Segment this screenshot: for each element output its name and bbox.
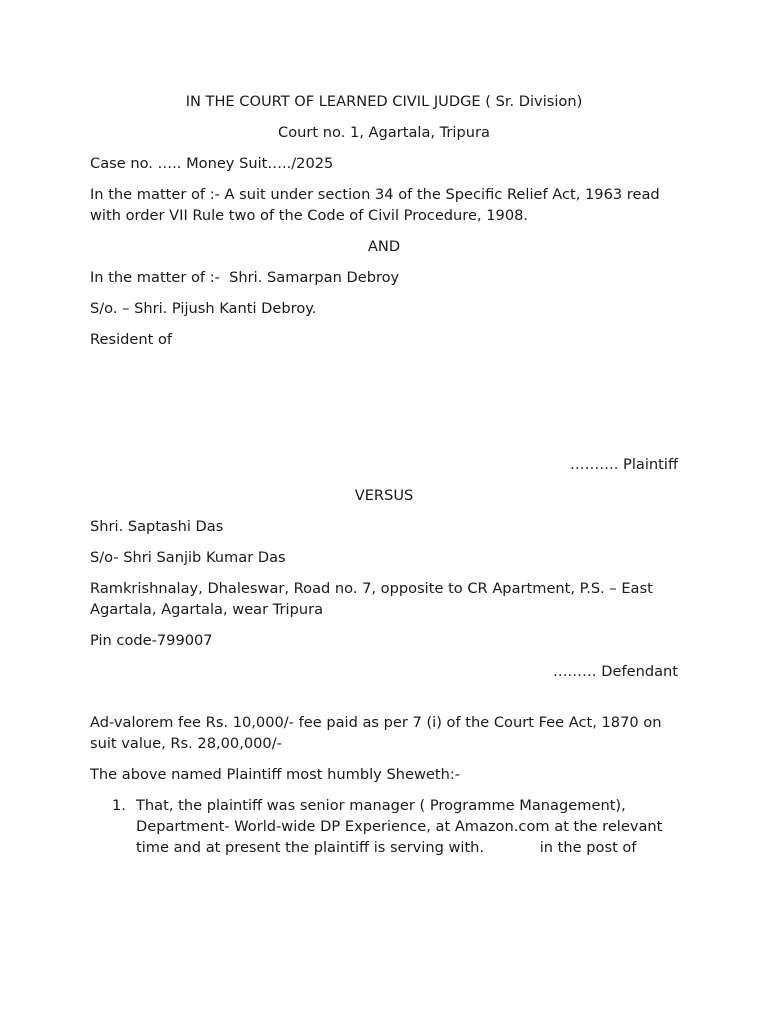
intro-statement: The above named Plaintiff most humbly Sheweth:- (90, 766, 461, 783)
list-item (112, 795, 678, 858)
plaintiff-parent: S/o. – Shri. Pijush Kanti Debroy. (90, 300, 317, 317)
document-page (90, 91, 678, 858)
plaintiff-role: ………. Plaintiff (570, 456, 678, 473)
matter-statement: In the matter of :- A suit under section 34 of the Specific Relief Act, 1963 read with order VII Rule two of the Code of Civil Procedure, 1908. (90, 186, 665, 224)
points-list (90, 795, 678, 858)
court-location: Court no. 1, Agartala, Tripura (278, 124, 490, 141)
defendant-address: Ramkrishnalay, Dhaleswar, Road no. 7, opposite to CR Apartment, P.S. – East Agartala, Agartala, wear Tripura (90, 580, 658, 618)
case-number: Case no. ….. Money Suit…../2025 (90, 155, 334, 172)
list-number: 1. (112, 797, 126, 814)
plaintiff-resident: Resident of (90, 331, 173, 348)
list-text: That, the plaintiff was senior manager ( Programme Management), Department- World-wide DP Experience, at Amazon.com at the relevant time and at present the plaintiff is serving with. in the post of (136, 797, 668, 856)
defendant-parent: S/o- Shri Sanjib Kumar Das (90, 549, 286, 566)
court-heading: IN THE COURT OF LEARNED CIVIL JUDGE ( Sr. Division) (185, 93, 583, 110)
fee-note: Ad-valorem fee Rs. 10,000/- fee paid as per 7 (i) of the Court Fee Act, 1870 on suit value, Rs. 28,00,000/- (90, 714, 667, 752)
blank-space (90, 360, 678, 454)
plaintiff-name: In the matter of :- Shri. Samarpan Debroy (90, 269, 400, 286)
and-separator: AND (367, 238, 401, 255)
defendant-role: ……… Defendant (552, 663, 678, 680)
versus-separator: VERSUS (354, 487, 414, 504)
defendant-name: Shri. Saptashi Das (90, 518, 224, 535)
blank-space (90, 692, 678, 712)
defendant-pin: Pin code-799007 (90, 632, 213, 649)
